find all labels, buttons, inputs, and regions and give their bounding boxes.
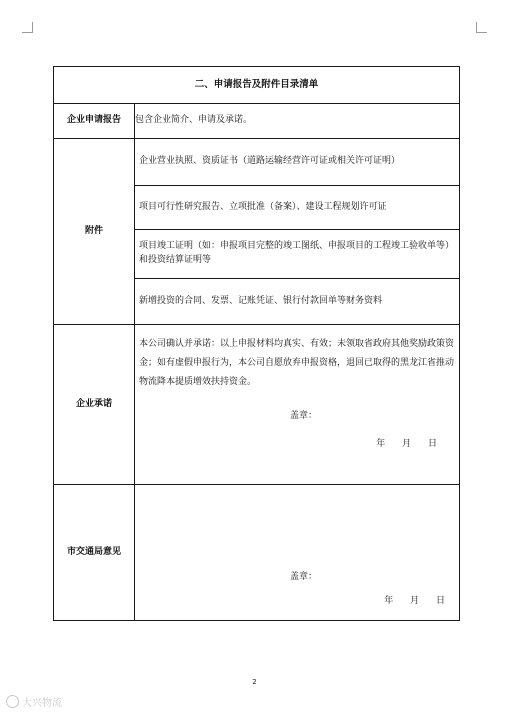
report-row — [54, 104, 460, 139]
crop-mark-top-right — [476, 22, 487, 33]
opinion-label: 市交通局意见 — [54, 485, 135, 621]
promise-date: 年 月 日 — [376, 438, 438, 449]
opinion-row — [54, 485, 460, 621]
report-label: 企业申请报告 — [54, 104, 135, 139]
promise-text: 本公司确认并承诺：以上申报材料均真实、有效；未领取省政府其他奖励政策资金；如有虚假申报行为，本公司自愿放弃申报资格，退回已取得的黑龙江省推动物流降本提质增效扶持资金。 — [139, 339, 455, 387]
watermark-text: 大兴物流 — [22, 698, 62, 709]
title-row — [54, 67, 460, 104]
watermark — [6, 694, 62, 709]
promise-seal: 盖章： — [290, 410, 318, 421]
attachment-item: 企业营业执照、资质证书（道路运输经营许可证或相关许可证明） — [135, 139, 459, 186]
page-number: 2 — [252, 678, 257, 686]
attachment-item: 新增投资的合同、发票、记账凭证、银行付款回单等财务资料 — [139, 295, 383, 306]
attachments-label: 附件 — [54, 139, 135, 325]
promise-row — [54, 325, 460, 485]
watermark-logo-icon — [6, 695, 19, 708]
attachment-item: 项目可行性研究报告、立项批准（备案）、建设工程规划许可证 — [135, 186, 459, 230]
opinion-seal: 盖章： — [290, 572, 318, 582]
attachment-item: 项目竣工证明（如：申报项目完整的竣工图纸、申报项目的工程竣工验收单等）和投资结算证明等 — [135, 230, 459, 279]
attachments-row — [54, 139, 460, 325]
opinion-date: 年 月 日 — [384, 595, 446, 606]
crop-mark-top-left — [22, 22, 33, 33]
promise-label: 企业承诺 — [54, 325, 135, 485]
table-title: 二、申请报告及附件目录清单 — [54, 67, 460, 104]
report-content: 包含企业简介、申请及承诺。 — [135, 104, 460, 139]
application-checklist-table — [53, 66, 460, 621]
